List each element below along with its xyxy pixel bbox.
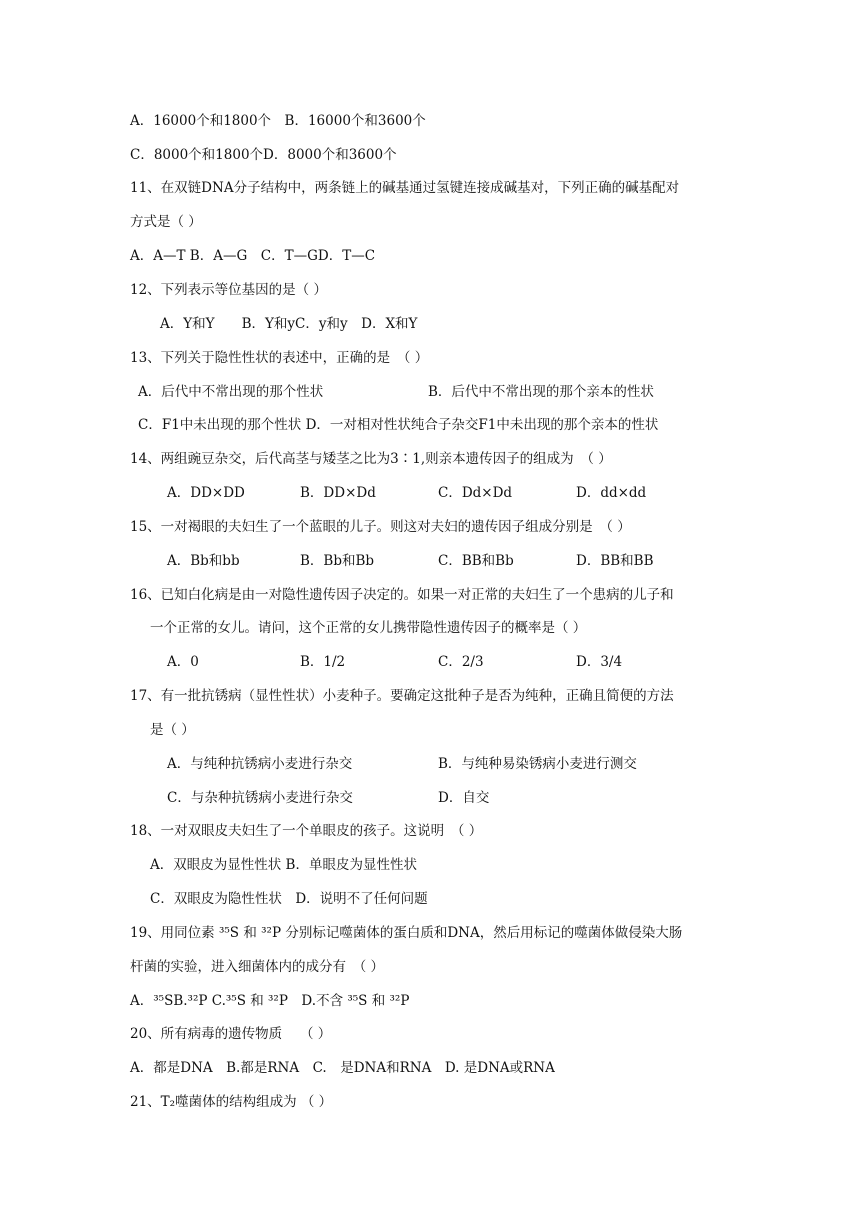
line-q19-stem-cont: 杆菌的实验，进入细菌体内的成分有 （ ） bbox=[130, 959, 385, 975]
line-q13-stem: 13、下列关于隐性性状的表述中，正确的是 （ ） bbox=[130, 350, 429, 366]
line-q18-stem: 18、一对双眼皮夫妇生了一个单眼皮的孩子。这说明 （ ） bbox=[130, 823, 483, 839]
line-q11-stem-cont: 方式是（ ） bbox=[130, 214, 202, 230]
line-q12-options: A．Y和Y B．Y和yC．y和y D．X和Y bbox=[160, 316, 418, 332]
line-q16-stem-cont: 一个正常的女儿。请问，这个正常的女儿携带隐性遗传因子的概率是（ ） bbox=[150, 620, 587, 636]
q17-option-c: C．与杂种抗锈病小麦进行杂交 bbox=[167, 790, 353, 806]
line-q20-stem: 20、所有病毒的遗传物质 （ ） bbox=[130, 1026, 332, 1042]
line-q19-options: A．³⁵SB.³²P C.³⁵S 和 ³²P D.不含 ³⁵S 和 ³²P bbox=[130, 993, 410, 1009]
q16-option-b: B．1/2 bbox=[300, 654, 346, 670]
line-q17-stem-cont: 是（ ） bbox=[150, 722, 195, 738]
line-q21-stem: 21、T₂噬菌体的结构组成为 （ ） bbox=[130, 1094, 333, 1110]
q15-option-b: B．Bb和Bb bbox=[300, 553, 375, 569]
line-q17-stem: 17、有一批抗锈病（显性性状）小麦种子。要确定这批种子是否为纯种，正确且简便的方法 bbox=[130, 688, 674, 704]
q13-option-a: A．后代中不常出现的那个性状 bbox=[138, 384, 324, 400]
line-q18-ab: A．双眼皮为显性性状 B．单眼皮为显性性状 bbox=[150, 857, 417, 873]
q14-option-a: A．DD×DD bbox=[167, 485, 245, 501]
q16-option-c: C．2/3 bbox=[438, 654, 484, 670]
line-q11-stem: 11、在双链DNA分子结构中，两条链上的碱基通过氢键连接成碱基对，下列正确的碱基配对 bbox=[130, 180, 680, 196]
q15-option-c: C．BB和Bb bbox=[438, 553, 514, 569]
q15-option-d: D．BB和BB bbox=[576, 553, 654, 569]
line-q15-stem: 15、一对褐眼的夫妇生了一个蓝眼的儿子。则这对夫妇的遗传因子组成分别是 （ ） bbox=[130, 519, 631, 535]
line-q11-options: A．A—T B．A—G C．T—GD．T—C bbox=[130, 248, 376, 264]
line-q10-ab: A．16000个和1800个 B．16000个和3600个 bbox=[130, 113, 426, 129]
q16-option-a: A．0 bbox=[167, 654, 199, 670]
line-q16-stem: 16、已知白化病是由一对隐性遗传因子决定的。如果一对正常的夫妇生了一个患病的儿子和 bbox=[130, 587, 674, 603]
line-q10-cd: C．8000个和1800个D．8000个和3600个 bbox=[130, 147, 397, 163]
q13-option-b: B．后代中不常出现的那个亲本的性状 bbox=[428, 384, 654, 400]
line-q14-stem: 14、两组豌豆杂交，后代高茎与矮茎之比为3∶1,则亲本遗传因子的组成为 （ ） bbox=[130, 451, 612, 467]
q14-option-b: B．DD×Dd bbox=[300, 485, 376, 501]
q17-option-a: A．与纯种抗锈病小麦进行杂交 bbox=[167, 756, 353, 772]
q17-option-d: D．自交 bbox=[438, 790, 490, 806]
q16-option-d: D．3/4 bbox=[576, 654, 623, 670]
line-q13-cd: C．F1中未出现的那个性状 D．一对相对性状纯合子杂交F1中未出现的那个亲本的性状 bbox=[138, 417, 659, 433]
q14-option-c: C．Dd×Dd bbox=[438, 485, 513, 501]
line-q20-options: A．都是DNA B.都是RNA C. 是DNA和RNA D. 是DNA或RNA bbox=[130, 1060, 555, 1076]
q15-option-a: A．Bb和bb bbox=[167, 553, 240, 569]
line-q18-cd: C．双眼皮为隐性性状 D．说明不了任何问题 bbox=[150, 891, 428, 907]
q14-option-d: D．dd×dd bbox=[576, 485, 647, 501]
line-q12-stem: 12、下列表示等位基因的是（ ） bbox=[130, 282, 327, 298]
q17-option-b: B．与纯种易染锈病小麦进行测交 bbox=[438, 756, 637, 772]
line-q19-stem: 19、用同位素 ³⁵S 和 ³²P 分别标记噬菌体的蛋白质和DNA，然后用标记的噬菌体做侵染大肠 bbox=[130, 925, 683, 941]
